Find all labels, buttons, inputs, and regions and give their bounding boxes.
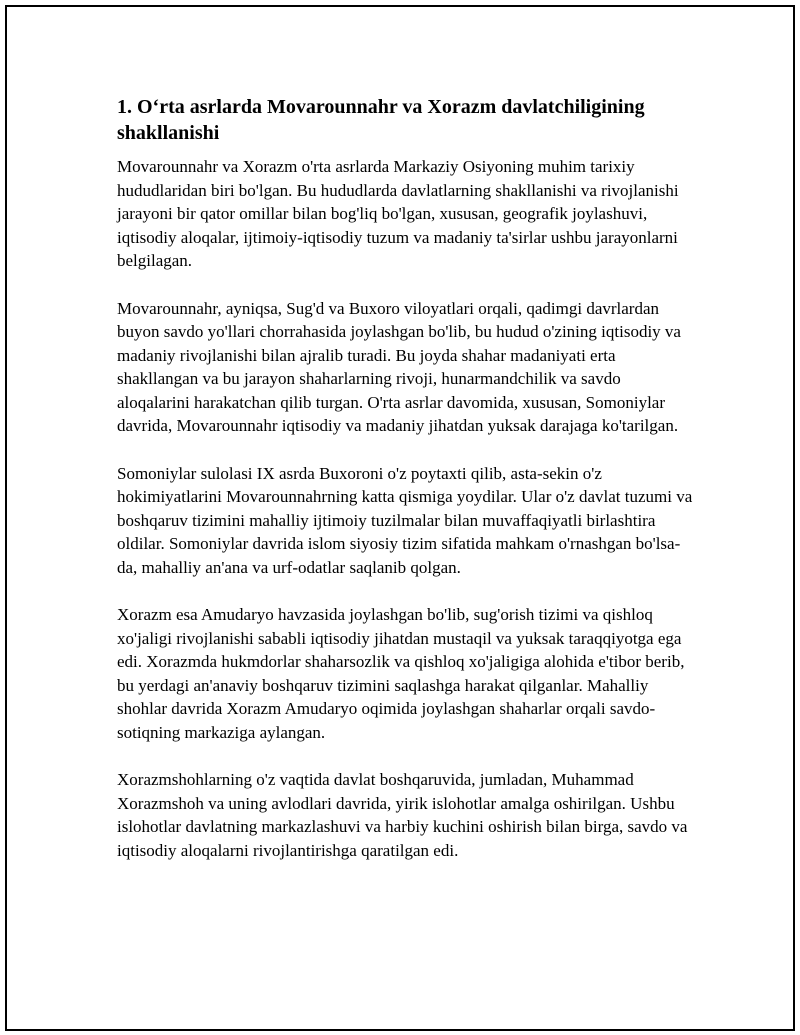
section-heading: 1. O‘rta asrlarda Movarounnahr va Xorazm davlatchiligining shakllanishi <box>117 96 645 144</box>
paragraph-2: Movarounnahr, ayniqsa, Sug'd va Buxoro viloyatlari orqali, qadimgi davrlardan buyon savdo yo'llari chorrahasida joylashgan bo'lib, bu hudud o'zining iqtisodiy va madaniy rivojlanishi bilan ajralib turadi. Bu joyda shahar madaniyati erta shakllangan va bu jarayon shaharlarning rivoji, hunarmandchilik va savdo aloqalarini harakatchan qilib turgan. O'rta asrlar davomida, xususan, Somoniylar davrida, Movarounnahr iqtisodiy va madaniy jihatdan yuksak darajaga ko'tarilgan. <box>117 298 681 435</box>
paragraph-4: Xorazm esa Amudaryo havzasida joylashgan bo'lib, sug'orish tizimi va qishloq xo'jaligi rivojlanishi sababli iqtisodiy jihatdan mustaqil va yuksak taraqqiyotga ega edi. Xorazmda hukmdorlar shaharsozlik va qishloq xo'jaligiga alohida e'tibor berib, bu yerdagi an'anaviy boshqaruv tizimini saqlashga harakat qilganlar. Mahalliy shohlar davrida Xorazm Amudaryo oqimida joylashgan shaharlar orqali savdo-sotiqning markaziga aylangan. <box>117 605 685 742</box>
document-body <box>117 94 697 886</box>
paragraph-3: Somoniylar sulolasi IX asrda Buxoroni o'z poytaxti qilib, asta-sekin o'z hokimiyatlarini Movarounnahrning katta qismiga yoydilar. Ular o'z davlat tuzumi va boshqaruv tizimini mahalliy ijtimoiy tuzilmalar bilan muvaffaqiyatli birlashtira oldilar. Somoniylar davrida islom siyosiy tizim sifatida mahkam o'rnashgan bo'lsa-da, mahalliy an'ana va urf-odatlar saqlanib qolgan. <box>117 463 693 577</box>
paragraph-1: Movarounnahr va Xorazm o'rta asrlarda Markaziy Osiyoning muhim tarixiy hududlaridan biri bo'lgan. Bu hududlarda davlatlarning shakllanishi va rivojlanishi jarayoni bir qator omillar bilan bog'liq bo'lgan, xususan, geografik joylashuvi, iqtisodiy aloqalar, ijtimoiy-iqtisodiy tuzum va madaniy ta'sirlar ushbu jarayonlarni belgilagan. <box>117 157 679 270</box>
paragraph-5: Xorazmshohlarning o'z vaqtida davlat boshqaruvida, jumladan, Muhammad Xorazmshoh va uning avlodlari davrida, yirik islohotlar amalga oshirilgan. Ushbu islohotlar davlatning markazlashuvi va harbiy kuchini oshirish bilan birga, savdo va iqtisodiy aloqalarni rivojlantirishga qaratilgan edi. <box>117 770 688 860</box>
